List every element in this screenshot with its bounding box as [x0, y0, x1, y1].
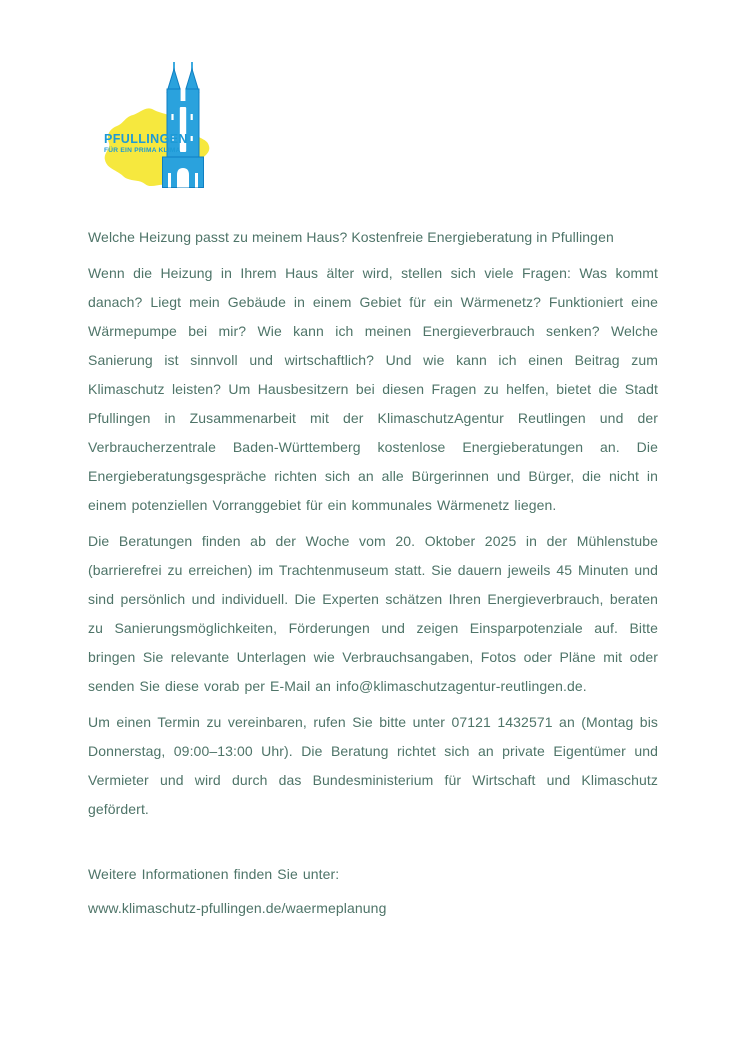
body-paragraph-1: Wenn die Heizung in Ihrem Haus älter wird, stellen sich viele Fragen: Was kommt danach? Liegt mein Gebäude in einem Gebiet für ein Wärmenetz? Funktioniert eine Wärmepumpe bei mir? Wie kann ich meinen Energieverbrauch senken? Welche Sanierung ist sinnvoll und wirtschaftlich? Und wie kann ich einen Beitrag zum Klimaschutz leisten? Um Hausbesitzern bei diesen Fragen zu helfen, bietet die Stadt Pfullingen in Zusammenarbeit mit der KlimaschutzAgentur Reutlingen und der Verbraucherzentrale Baden-Württemberg kostenlose Energieberatungen an. Die Energieberatungsgespräche richten sich an alle Bürgerinnen und Bürger, die nicht in einem potenziellen Vorranggebiet für ein kommunales Wärmenetz liegen.	[88, 265, 658, 513]
article	[88, 223, 658, 923]
logo-tagline: FÜR EIN PRIMA KLIMA	[104, 147, 181, 154]
pfullingen-tower-map-icon	[94, 58, 220, 194]
body-paragraph-2: Die Beratungen finden ab der Woche vom 20. Oktober 2025 in der Mühlenstube (barrierefrei zu erreichen) im Trachtenmuseum statt. Sie dauern jeweils 45 Minuten und sind persönlich und individuell. Die Experten schätzen Ihren Energieverbrauch, beraten zu Sanierungsmöglichkeiten, Förderungen und zeigen Einsparpotenziale auf. Bitte bringen Sie relevante Unterlagen wie Verbrauchsangaben, Fotos oder Pläne mit oder senden Sie diese vorab per E-Mail an info@klimaschutzagentur-reutlingen.de.	[88, 533, 658, 694]
body-paragraph-3: Um einen Termin zu vereinbaren, rufen Sie bitte unter 07121 1432571 an (Montag bis Donnerstag, 09:00–13:00 Uhr). Die Beratung richtet sich an private Eigentümer und Vermieter und wird durch das Bundesministerium für Wirtschaft und Klimaschutz gefördert.	[88, 714, 658, 817]
pfullingen-logo	[94, 58, 220, 194]
article-title: Welche Heizung passt zu meinem Haus? Kostenfreie Energieberatung in Pfullingen	[88, 229, 614, 245]
more-info-url: www.klimaschutz-pfullingen.de/waermeplanung	[88, 900, 387, 916]
logo-wordmark: PFULLINGEN	[104, 132, 188, 146]
more-info-label: Weitere Informationen finden Sie unter:	[88, 866, 340, 882]
